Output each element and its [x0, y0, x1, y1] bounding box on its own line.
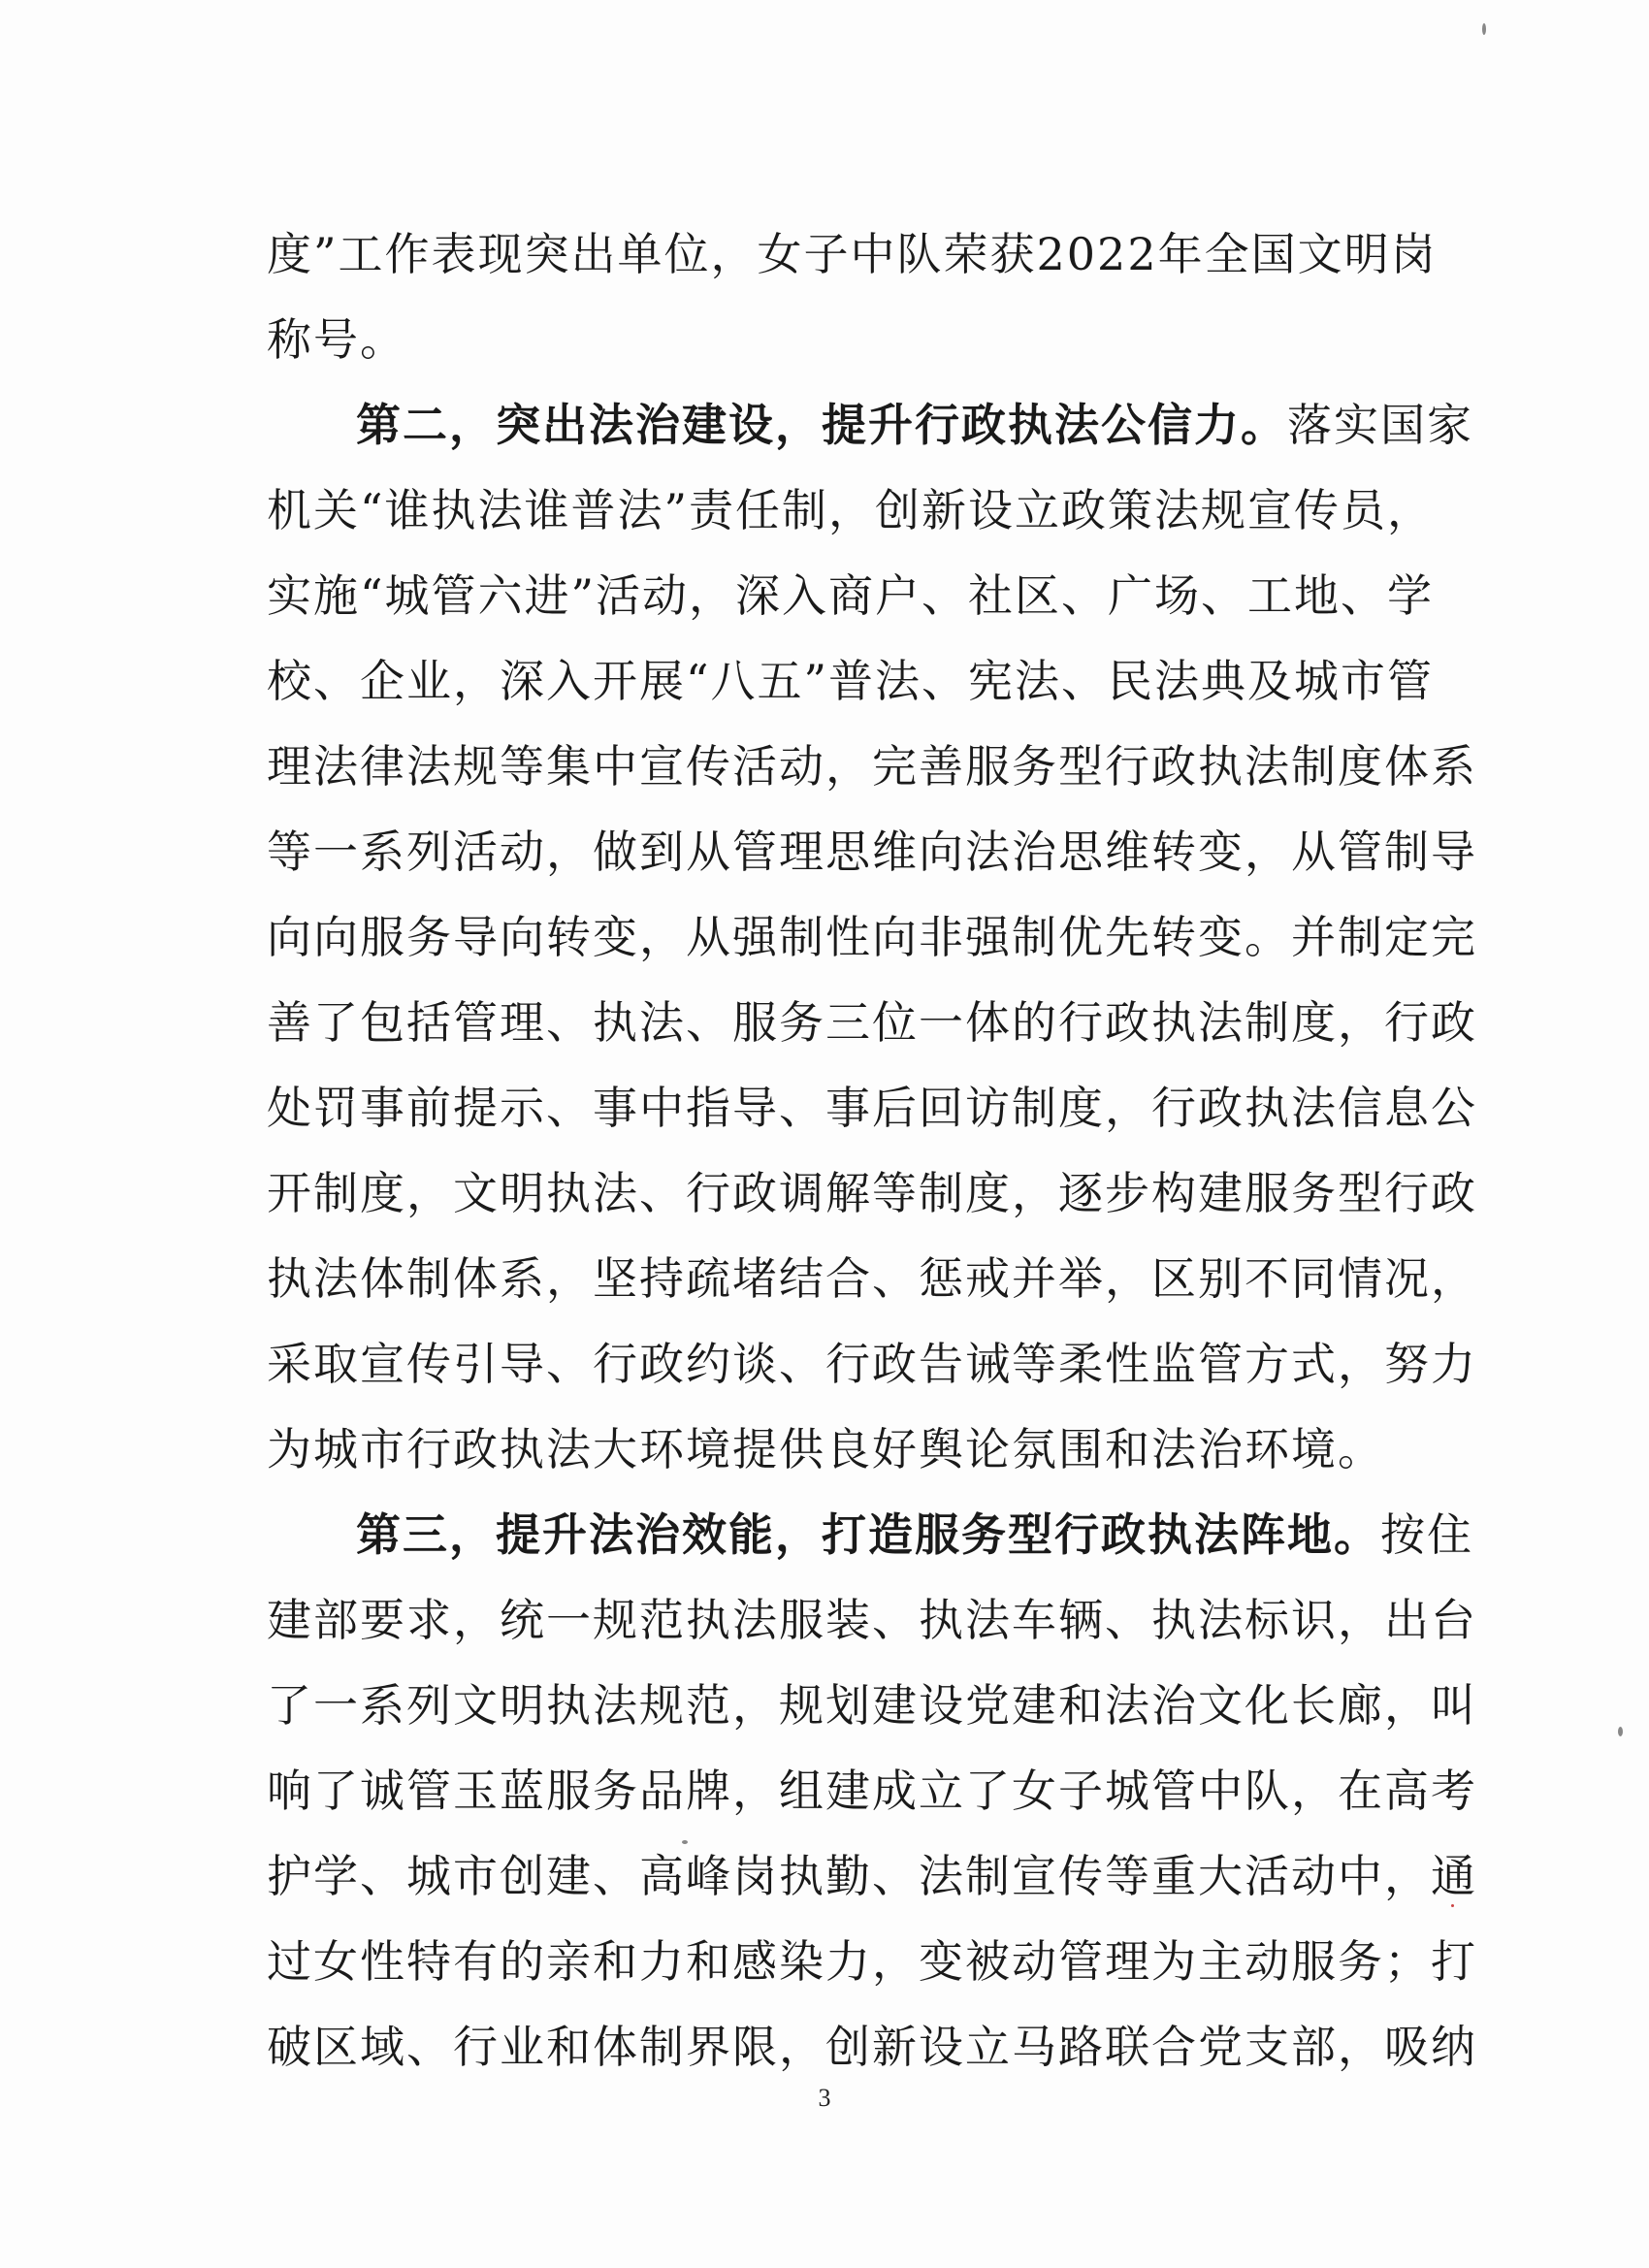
scan-speck [1618, 1727, 1623, 1736]
paragraph2-line: 善了包括管理、执法、服务三位一体的行政执法制度，行政 [267, 996, 1477, 1049]
paragraph2-line: 理法律法规等集中宣传活动，完善服务型行政执法制度体系 [267, 740, 1477, 793]
paragraph1-line: 度”工作表现突出单位，女子中队荣获2022年全国文明岗 [267, 228, 1438, 280]
paragraph1-line: 称号。 [267, 313, 406, 366]
paragraph2-line: 开制度，文明执法、行政调解等制度，逐步构建服务型行政 [267, 1167, 1477, 1219]
paragraph3-first-line-rest: 按住 [1380, 1508, 1473, 1561]
paragraph3-first-line [267, 1492, 1473, 1577]
paragraph2-first-line-rest: 落实国家 [1287, 399, 1473, 451]
paragraph2-line: 实施“城管六进”活动，深入商户、社区、广场、工地、学 [267, 569, 1435, 622]
paragraph3-line: 破区域、行业和体制界限，创新设立马路联合党支部，吸纳 [267, 2021, 1477, 2073]
paragraph2-line: 为城市行政执法大环境提供良好舆论氛围和法治环境。 [267, 1423, 1384, 1475]
paragraph2-line: 处罚事前提示、事中指导、事后回访制度，行政执法信息公 [267, 1082, 1477, 1134]
paragraph2-first-line [267, 382, 1473, 468]
paragraph3-line: 护学、城市创建、高峰岗执勤、法制宣传等重大活动中，通 [267, 1850, 1477, 1902]
scan-speck [1451, 1904, 1454, 1907]
paragraph3-heading: 第三，提升法治效能，打造服务型行政执法阵地。 [356, 1508, 1380, 1561]
page-number: 3 [818, 2084, 831, 2112]
paragraph2-line: 采取宣传引导、行政约谈、行政告诫等柔性监管方式，努力 [267, 1338, 1477, 1390]
paragraph3-line: 响了诚管玉蓝服务品牌，组建成立了女子城管中队，在高考 [267, 1765, 1477, 1817]
paragraph3-line: 建部要求，统一规范执法服装、执法车辆、执法标识，出台 [267, 1594, 1477, 1646]
scan-speck [682, 1840, 688, 1844]
paragraph3-line: 过女性特有的亲和力和感染力，变被动管理为主动服务；打 [267, 1935, 1477, 1988]
paragraph2-line: 向向服务导向转变，从强制性向非强制优先转变。并制定完 [267, 911, 1477, 963]
paragraph3-line: 了一系列文明执法规范，规划建设党建和法治文化长廊，叫 [267, 1679, 1477, 1732]
scan-speck [1482, 23, 1486, 35]
paragraph2-heading: 第二，突出法治建设，提升行政执法公信力。 [356, 399, 1287, 451]
body-text [267, 211, 1477, 2090]
paragraph2-line: 机关“谁执法谁普法”责任制，创新设立政策法规宣传员， [267, 484, 1435, 536]
paragraph2-line: 执法体制体系，坚持疏堵结合、惩戒并举，区别不同情况， [267, 1252, 1477, 1305]
paragraph2-line: 校、企业，深入开展“八五”普法、宪法、民法典及城市管 [267, 655, 1435, 707]
paragraph2-line: 等一系列活动，做到从管理思维向法治思维转变，从管制导 [267, 826, 1477, 878]
